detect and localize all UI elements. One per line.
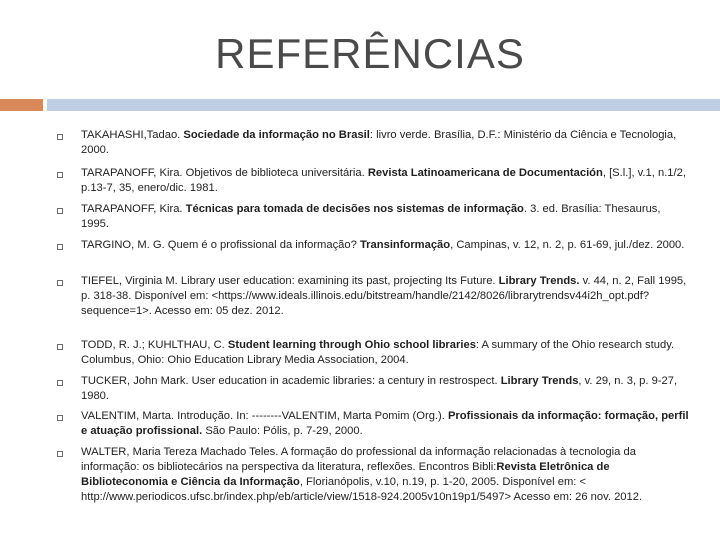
reference-prefix: TARAPANOFF, Kira.	[81, 203, 186, 215]
square-bullet-icon	[57, 451, 63, 457]
reference-suffix: . 3. ed. Brasília: Thesaurus, 1995.	[81, 203, 661, 230]
reference-suffix: : A summary of the Ohio research study. Columbus, Ohio: Ohio Education Library Media Association, 2004.	[81, 339, 675, 366]
reference-suffix: , Campinas, v. 12, n. 2, p. 61-69, jul./dez. 2000.	[450, 239, 685, 251]
reference-suffix: v. 44, n. 2, Fall 1995, p. 318-38. Disponível em: <https://www.ideals.illinois.edu/bitstream/handle/2142/8026/librarytrendsv44i2h_opt.pdf?sequence=1>. Acesso em: 05 dez. 2012.	[81, 275, 687, 317]
reference-suffix: , [S.l.], v.1, n.1/2, p.13-7, 35, enero/dic. 1981.	[81, 167, 686, 194]
reference-prefix: TAKAHASHI,Tadao.	[81, 129, 184, 141]
square-bullet-icon	[57, 244, 63, 250]
reference-prefix: TODD, R. J.; KUHLTHAU, C.	[81, 339, 228, 351]
reference-text	[81, 409, 691, 439]
square-bullet-icon	[57, 208, 63, 214]
square-bullet-icon	[57, 415, 63, 421]
reference-prefix: TARGINO, M. G. Quem é o profissional da informação?	[81, 239, 360, 251]
reference-title: Sociedade da informação no Brasil	[183, 129, 370, 141]
square-bullet-icon	[57, 280, 63, 286]
square-bullet-icon	[57, 344, 63, 350]
reference-text	[81, 238, 691, 253]
reference-prefix: TARAPANOFF, Kira. Objetivos de biblioteca universitária.	[81, 167, 368, 179]
reference-prefix: WALTER, Maria Tereza Machado Teles. A formação do professional da informação relacionadas à tecnologia da informação: os bibliotecários na perspectiva da literatura, reflexões. Encontros Bibli:	[81, 446, 636, 473]
reference-prefix: VALENTIM, Marta. Introdução. In: --------VALENTIM, Marta Pomim (Org.).	[81, 410, 448, 422]
reference-text	[81, 128, 691, 158]
reference-title: Técnicas para tomada de decisões nos sistemas de informação	[185, 203, 524, 215]
reference-suffix: : livro verde. Brasília, D.F.: Ministério da Ciência e Tecnologia, 2000.	[81, 129, 677, 156]
square-bullet-icon	[57, 172, 63, 178]
reference-suffix: São Paulo: Pólis, p. 7-29, 2000.	[202, 425, 363, 437]
reference-suffix: , v. 29, n. 3, p. 9-27, 1980.	[81, 375, 678, 402]
reference-suffix: , Florianópolis, v.10, n.19, p. 1-20, 2005. Disponível em: < http://www.periodicos.ufsc.br/index.php/eb/article/view/1518-924.2005v10n19p1/5497> Acesso em: 26 nov. 2012.	[81, 476, 643, 503]
reference-prefix: TIEFEL, Virginia M. Library user education: examining its past, projecting Its Future.	[81, 275, 499, 287]
square-bullet-icon	[57, 134, 63, 140]
reference-text	[81, 445, 691, 505]
reference-text	[81, 274, 691, 319]
reference-title: Student learning through Ohio school libraries	[227, 339, 476, 351]
reference-title: Transinformação	[359, 239, 451, 251]
reference-text	[81, 338, 691, 368]
reference-text	[81, 374, 691, 404]
reference-title: Revista Latinoamericana de Documentación	[367, 167, 603, 179]
reference-title: Library Trends	[500, 375, 579, 387]
square-bullet-icon	[57, 380, 63, 386]
title-divider-bar	[47, 99, 720, 111]
page-title: REFERÊNCIAS	[215, 30, 525, 77]
reference-prefix: TUCKER, John Mark. User education in academic libraries: a century in restrospect.	[81, 375, 501, 387]
reference-text	[81, 202, 691, 232]
title-accent-bar	[0, 99, 43, 111]
reference-text	[81, 166, 691, 196]
reference-title: Profissionais da informação: formação, perfil e atuação profissional.	[81, 410, 689, 437]
reference-title: Revista Eletrônica de Biblioteconomia e Ciência da Informação	[81, 461, 610, 488]
reference-title: Library Trends.	[498, 275, 580, 287]
